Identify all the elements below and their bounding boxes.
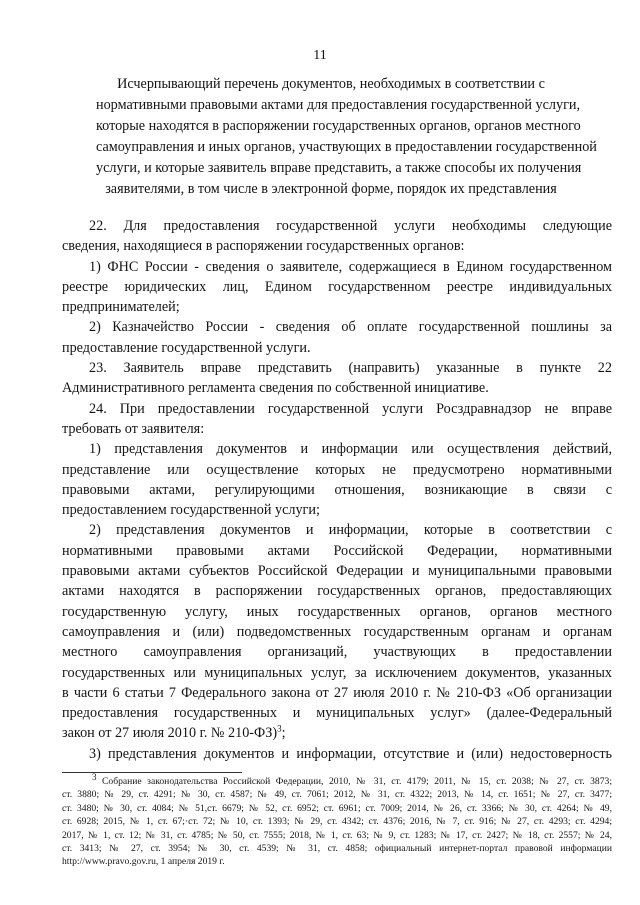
footnotes xyxy=(62,771,612,869)
body-text xyxy=(62,216,612,764)
footnote-line xyxy=(62,855,612,868)
body-line-text: 2) Казначейство России - сведения об оплате государственной пошлины за xyxy=(89,319,612,336)
body-line-text: 23. Заявитель вправе представить (направить) указанные в пункте 22 xyxy=(89,360,612,377)
body-line-text: Административного регламента сведения по собственной инициативе. xyxy=(62,380,489,397)
body-line xyxy=(62,317,612,337)
footnote-line xyxy=(62,788,612,801)
body-line-text: предоставления государственных и муниципальных услуг» (далее-Федеральный xyxy=(62,705,612,722)
footnote-line xyxy=(62,771,612,788)
body-line xyxy=(62,561,612,581)
heading-line: Исчерпывающий перечень документов, необходимых в соответствии с xyxy=(117,76,545,92)
body-line xyxy=(62,236,612,256)
footnote-line-text: Собрание законодательства Российской Федерации, 2010, № 31, ст. 4179; 2011, № 15, ст. 2038; № 27, ст. 3873; xyxy=(96,776,612,787)
body-line-suffix: ; xyxy=(281,725,286,742)
body-line-text: местного самоуправления организаций, участвующих в предоставлении xyxy=(62,644,612,661)
body-line-text: правовыми актами, регулирующими отношения, возникающие в связи с xyxy=(62,481,612,498)
body-line xyxy=(62,399,612,419)
section-heading xyxy=(96,74,597,200)
heading-line: которые находятся в распоряжении государственных органов, органов местного xyxy=(96,118,581,134)
page-number: 11 xyxy=(313,48,327,63)
body-line xyxy=(62,642,612,662)
footnote-line-text: http://www.pravo.gov.ru, 1 апреля 2019 г. xyxy=(62,856,225,868)
body-line-text: государственную услугу, иных государственных органов, органов местного xyxy=(62,603,612,620)
footnote-line-text: ст. 3413; № 27, ст. 3954; № 30, ст. 4539; № 31, ст. 4858; официальный интернет-портал правовой информации xyxy=(62,843,612,855)
footnote-line xyxy=(62,829,612,842)
body-line-text: требовать от заявителя: xyxy=(62,420,205,437)
body-line xyxy=(62,439,612,459)
body-line-text: правовыми актами субъектов Российской Федерации и муниципальными правовыми xyxy=(62,563,612,580)
body-line xyxy=(62,257,612,277)
footnote-line xyxy=(62,842,612,855)
body-line xyxy=(62,663,612,683)
body-line xyxy=(62,358,612,378)
body-line xyxy=(62,419,612,439)
body-line-text: 1) ФНС России - сведения о заявителе, содержащиеся в Едином государственном xyxy=(89,258,612,275)
body-line-text: 22. Для предоставления государственной услуги необходимы следующие xyxy=(89,218,612,234)
body-line-text: государственных или муниципальных услуг, за исключением документов, указанных xyxy=(62,664,612,681)
body-line xyxy=(62,216,612,236)
footnote-line-text: 2017, № 1, ст. 12; № 31, ст. 4785; № 50, ст. 7555; 2018, № 1, ст. 63; № 9, ст. 1283; № 17, ст. 2427; № 18, ст. 2557; № 24, xyxy=(62,829,612,841)
body-line xyxy=(62,703,612,723)
body-line-text: 2) представления документов и информации, которые в соответствии с xyxy=(89,522,612,539)
body-line-text: предпринимателей; xyxy=(62,299,180,316)
footnote-line-text: ст. 3480; № 30, ст. 4084; № 51,ст. 6679; № 52, ст. 6952; ст. 6961; ст. 7009; 2014, № 26, ст. 3366; № 30, ст. 4264; № 49, xyxy=(62,802,612,814)
heading-line: заявителями, в том числе в электронной форме, порядок их представления xyxy=(105,181,557,197)
body-line-text: в части 6 статьи 7 Федерального закона от 27 июля 2010 г. № 210-ФЗ «Об организации xyxy=(62,684,612,701)
footnote-line xyxy=(62,815,612,828)
footnote-line xyxy=(62,802,612,815)
footnote-line-text: ст. 3880; № 29, ст. 4291; № 30, ст. 4587; № 49, ст. 7061; 2012, № 31, ст. 4322; 2013, № 14, ст. 1651; № 27, ст. 3477; xyxy=(62,789,612,801)
footnote-line-text: ст. 6928; 2015, № 1, ст. 67;·ст. 72; № 10, ст. 1393; № 29, ст. 4342; ст. 4376; 2016, № 7, ст. 916; № 27, ст. 4293; ст. 4294; xyxy=(62,816,612,828)
footnote-divider xyxy=(62,772,242,773)
body-line-text: 24. При предоставлении государственной услуги Росздравнадзор не вправе xyxy=(89,400,612,417)
body-line-text: самоуправления и (или) подведомственных государственным органам и органам xyxy=(62,623,612,640)
body-line xyxy=(62,338,612,358)
heading-line: услуги, и которые заявитель вправе представить, а также способы их получения xyxy=(96,160,582,176)
body-line-text: актами находятся в распоряжении государственных органов, предоставляющих xyxy=(62,583,612,600)
heading-line: самоуправления и иных органов, участвующих в предоставлении государственной xyxy=(96,139,597,155)
body-line-text: представление или осуществление которых не предусмотрено нормативными xyxy=(62,461,612,478)
body-line xyxy=(62,683,612,703)
body-line xyxy=(62,277,612,297)
body-line-text: 3) представления документов и информации, отсутствие и (или) недостоверность xyxy=(89,745,612,762)
body-line xyxy=(62,581,612,601)
body-line xyxy=(62,480,612,500)
footnote-reference: 3 xyxy=(277,723,282,734)
body-line xyxy=(62,297,612,317)
body-line xyxy=(62,378,612,398)
body-line-text: 1) представления документов и информации или осуществления действий, xyxy=(89,441,612,458)
body-line xyxy=(62,744,612,764)
body-line-text: сведения, находящиеся в распоряжении государственных органов: xyxy=(62,238,465,255)
heading-line: нормативными правовыми актами для предоставления государственной услуги, xyxy=(96,97,581,113)
body-line xyxy=(62,602,612,622)
body-line xyxy=(62,520,612,540)
body-line xyxy=(62,500,612,520)
body-line xyxy=(62,541,612,561)
body-line-text: предоставлением государственной услуги; xyxy=(62,502,320,519)
body-line-text: закон от 27 июля 2010 г. № 210-ФЗ) xyxy=(62,725,278,742)
footnote-marker: 3 xyxy=(92,771,97,782)
body-line-text: предоставление государственной услуги. xyxy=(62,339,311,356)
body-line xyxy=(62,460,612,480)
body-line xyxy=(62,723,612,743)
body-line xyxy=(62,622,612,642)
body-line-text: реестре юридических лиц, Едином государственном реестре индивидуальных xyxy=(62,278,612,295)
body-line-text: нормативными правовыми актами Российской Федерации, нормативными xyxy=(62,542,612,559)
